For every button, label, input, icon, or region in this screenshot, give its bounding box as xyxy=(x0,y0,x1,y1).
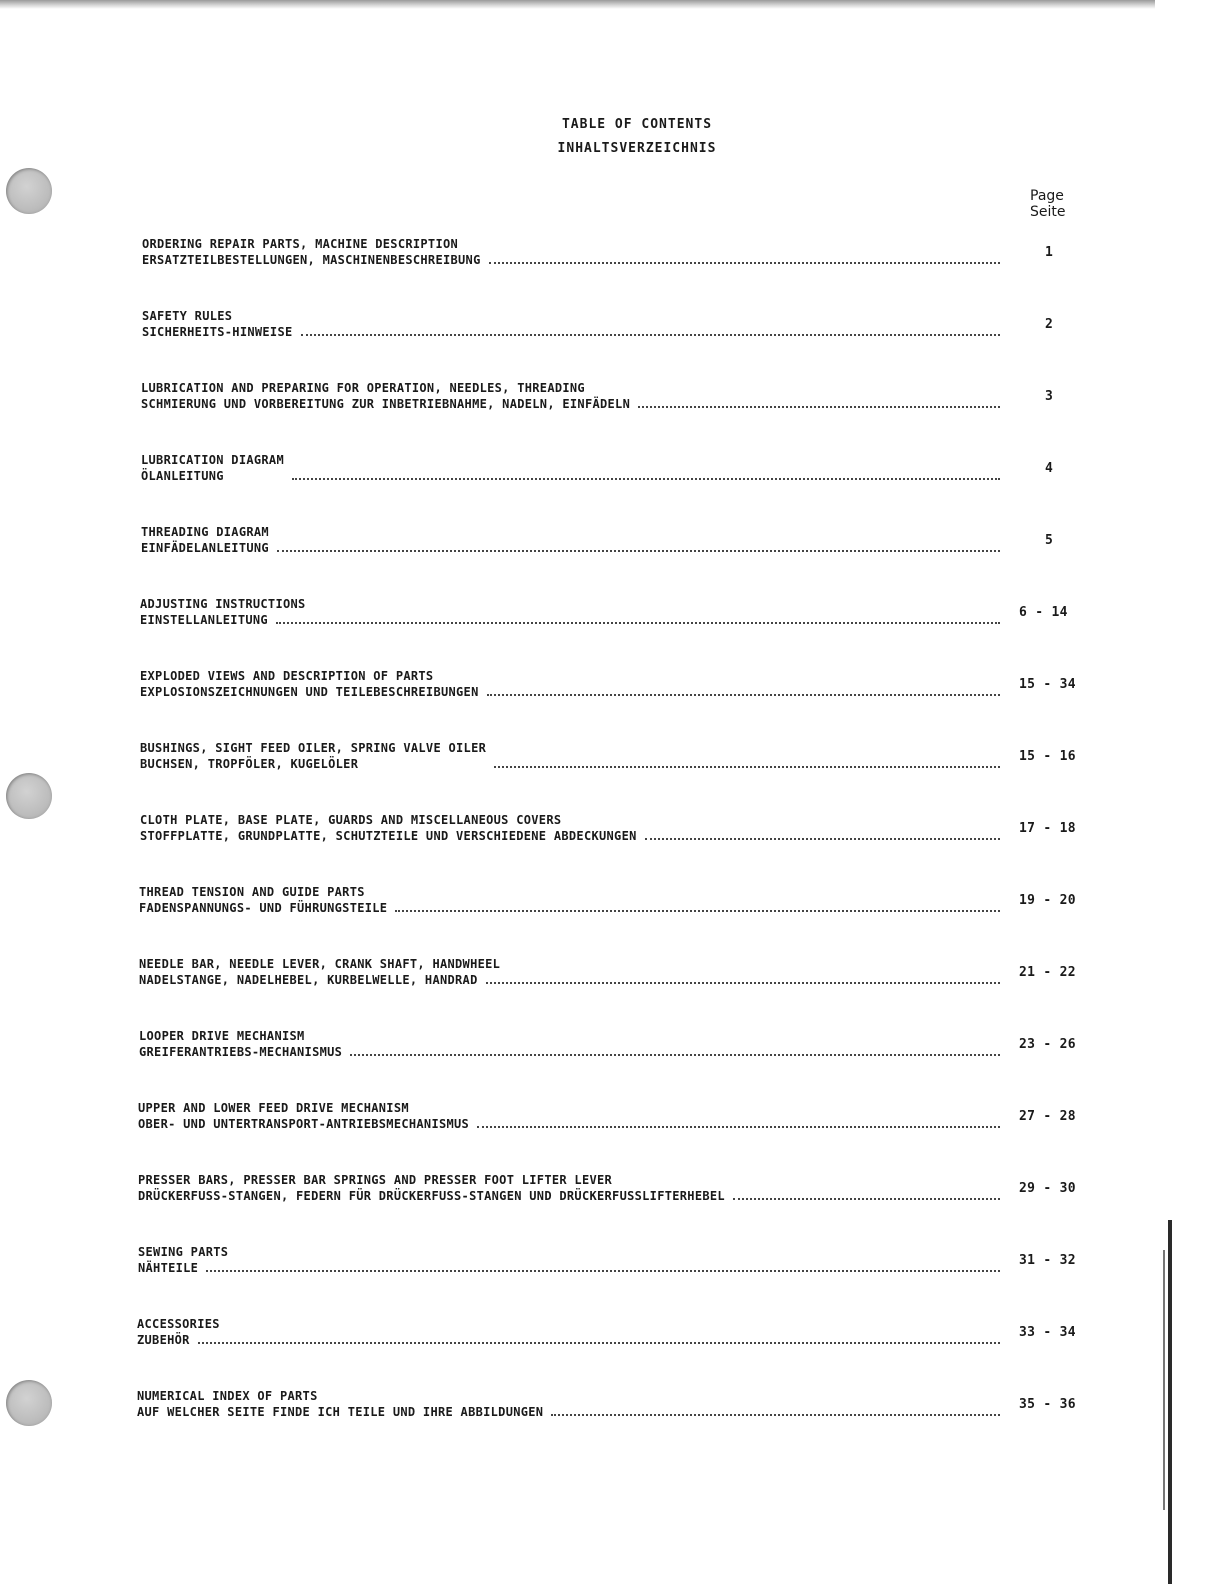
toc-entry-page: 31 - 32 xyxy=(1019,1253,1076,1268)
toc-entry-title-en: ACCESSORIES xyxy=(137,1317,220,1331)
scan-edge-top xyxy=(0,0,1155,9)
toc-entry xyxy=(137,1316,1090,1350)
toc-entry xyxy=(141,380,1090,414)
dot-leader xyxy=(301,328,1000,336)
toc-entry-title-en: EXPLODED VIEWS AND DESCRIPTION OF PARTS xyxy=(140,669,434,683)
toc-entry xyxy=(142,308,1090,342)
page-title: TABLE OF CONTENTS xyxy=(561,117,713,132)
toc-entry xyxy=(138,1100,1090,1134)
toc-entry-page: 1 xyxy=(1045,245,1054,260)
toc-entry xyxy=(140,668,1090,702)
toc-entry-title-en: ADJUSTING INSTRUCTIONS xyxy=(140,597,306,611)
dot-leader xyxy=(395,904,1000,912)
toc-entry-title-de: DRÜCKERFUSS-STANGEN, FEDERN FÜR DRÜCKERFUSS-STANGEN UND DRÜCKERFUSSLIFTERHEBEL xyxy=(138,1189,725,1203)
dot-leader xyxy=(477,1120,1000,1128)
dot-leader xyxy=(733,1192,1000,1200)
toc-entry-title-de: ZUBEHÖR xyxy=(137,1333,190,1347)
toc-entry-title-en: UPPER AND LOWER FEED DRIVE MECHANISM xyxy=(138,1101,409,1115)
toc-entry-title-en: SAFETY RULES xyxy=(142,309,233,323)
toc-entry-title-en: THREADING DIAGRAM xyxy=(141,525,269,539)
toc-entry-title-de: GREIFERANTRIEBS-MECHANISMUS xyxy=(139,1045,343,1059)
dot-leader xyxy=(292,472,1000,480)
toc-entry-title-de: ERSATZTEILBESTELLUNGEN, MASCHINENBESCHREIBUNG xyxy=(142,253,481,267)
toc-entry xyxy=(141,524,1090,558)
toc-entry-title-en: ORDERING REPAIR PARTS, MACHINE DESCRIPTION xyxy=(142,237,459,251)
toc-entry-title-de: FADENSPANNUNGS- UND FÜHRUNGSTEILE xyxy=(139,901,388,915)
toc-entry-page: 19 - 20 xyxy=(1019,893,1076,908)
toc-entry-title-de: SICHERHEITS-HINWEISE xyxy=(142,325,293,339)
toc-entry xyxy=(141,452,1090,486)
page-header-en: Page xyxy=(1030,188,1064,204)
toc-entry-title-en: BUSHINGS, SIGHT FEED OILER, SPRING VALVE OILER xyxy=(140,741,487,755)
toc-entry-title-de: NADELSTANGE, NADELHEBEL, KURBELWELLE, HANDRAD xyxy=(139,973,478,987)
toc-entry xyxy=(139,1028,1090,1062)
scan-edge-right xyxy=(1168,1220,1172,1584)
toc-entry-title-de: EINSTELLANLEITUNG xyxy=(140,613,268,627)
dot-leader xyxy=(551,1408,1000,1416)
toc-entry-page: 15 - 16 xyxy=(1019,749,1076,764)
dot-leader xyxy=(486,976,1000,984)
toc-entry-title-de: EINFÄDELANLEITUNG xyxy=(141,541,269,555)
toc-entry-page: 35 - 36 xyxy=(1019,1397,1076,1412)
toc-entry xyxy=(139,884,1090,918)
dot-leader xyxy=(645,832,1000,840)
page-header-de: Seite xyxy=(1030,204,1066,220)
toc-entry-page: 5 xyxy=(1045,533,1054,548)
dot-leader xyxy=(198,1336,1000,1344)
toc-entry xyxy=(138,1172,1090,1206)
binder-hole-top xyxy=(6,168,52,214)
toc-entry-page: 6 - 14 xyxy=(1019,605,1068,620)
toc-entry-title-de: SCHMIERUNG UND VORBEREITUNG ZUR INBETRIEBNAHME, NADELN, EINFÄDELN xyxy=(141,397,631,411)
toc-entry-title-en: LOOPER DRIVE MECHANISM xyxy=(139,1029,305,1043)
toc-entry-title-en: THREAD TENSION AND GUIDE PARTS xyxy=(139,885,365,899)
toc-entry-title-en: CLOTH PLATE, BASE PLATE, GUARDS AND MISCELLANEOUS COVERS xyxy=(140,813,562,827)
toc-entry-page: 29 - 30 xyxy=(1019,1181,1076,1196)
dot-leader xyxy=(489,256,1000,264)
scan-edge-right-shadow xyxy=(1163,1250,1165,1510)
toc-entry-page: 23 - 26 xyxy=(1019,1037,1076,1052)
toc-entry xyxy=(140,596,1090,630)
toc-entry xyxy=(142,236,1090,270)
dot-leader xyxy=(638,400,1000,408)
toc-entry-title-en: LUBRICATION AND PREPARING FOR OPERATION, NEEDLES, THREADING xyxy=(141,381,585,395)
dot-leader xyxy=(487,688,1000,696)
dot-leader xyxy=(277,544,1000,552)
toc-entry-page: 21 - 22 xyxy=(1019,965,1076,980)
toc-entry xyxy=(137,1388,1090,1422)
toc-entry-title-en: LUBRICATION DIAGRAM xyxy=(141,453,284,467)
toc-entry-page: 15 - 34 xyxy=(1019,677,1076,692)
binder-hole-bottom xyxy=(6,1380,52,1426)
toc-entry-title-de: BUCHSEN, TROPFÖLER, KUGELÖLER xyxy=(140,757,359,771)
toc-entry xyxy=(140,740,1090,774)
toc-entry-title-de: NÄHTEILE xyxy=(138,1261,199,1275)
toc-entry-title-de: STOFFPLATTE, GRUNDPLATTE, SCHUTZTEILE UND VERSCHIEDENE ABDECKUNGEN xyxy=(140,829,637,843)
toc-entry-title-de: EXPLOSIONSZEICHNUNGEN UND TEILEBESCHREIBUNGEN xyxy=(140,685,479,699)
toc-entry-page: 33 - 34 xyxy=(1019,1325,1076,1340)
page-subtitle: INHALTSVERZEICHNIS xyxy=(557,141,717,156)
toc-entry-title-en: PRESSER BARS, PRESSER BAR SPRINGS AND PRESSER FOOT LIFTER LEVER xyxy=(138,1173,613,1187)
toc-entry-page: 27 - 28 xyxy=(1019,1109,1076,1124)
toc-entry-page: 2 xyxy=(1045,317,1054,332)
toc-entry-page: 4 xyxy=(1045,461,1054,476)
dot-leader xyxy=(276,616,1000,624)
toc-entry-title-en: NUMERICAL INDEX OF PARTS xyxy=(137,1389,318,1403)
toc-entry-title-en: SEWING PARTS xyxy=(138,1245,229,1259)
toc-entry-page: 3 xyxy=(1045,389,1054,404)
toc-entry-title-en: NEEDLE BAR, NEEDLE LEVER, CRANK SHAFT, HANDWHEEL xyxy=(139,957,501,971)
dot-leader xyxy=(494,760,1000,768)
dot-leader xyxy=(206,1264,1000,1272)
toc-entry xyxy=(139,956,1090,990)
dot-leader xyxy=(350,1048,1000,1056)
toc-entry-page: 17 - 18 xyxy=(1019,821,1076,836)
toc-entry-title-de: ÖLANLEITUNG xyxy=(141,469,224,483)
binder-hole-middle xyxy=(6,773,52,819)
toc-entry xyxy=(138,1244,1090,1278)
page-column-header xyxy=(1030,188,1066,220)
toc-entry-title-de: OBER- UND UNTERTRANSPORT-ANTRIEBSMECHANISMUS xyxy=(138,1117,470,1131)
toc-entry-title-de: AUF WELCHER SEITE FINDE ICH TEILE UND IHRE ABBILDUNGEN xyxy=(137,1405,544,1419)
toc-entry xyxy=(140,812,1090,846)
